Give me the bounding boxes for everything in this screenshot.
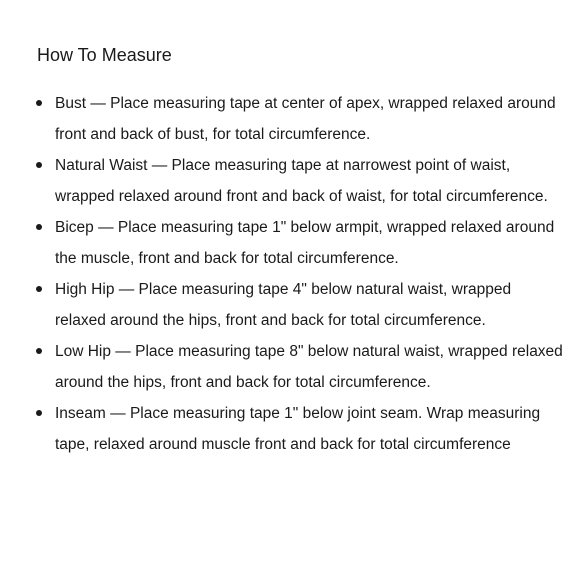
list-item-text: High Hip — Place measuring tape 4" below natural waist, wrapped relaxed around the hips, front and back for total circumference. (55, 281, 512, 329)
list-item-text: Bicep — Place measuring tape 1" below armpit, wrapped relaxed around the muscle, front and back for total circumference. (55, 219, 555, 267)
bullet-icon (36, 224, 42, 230)
list-item-bust (36, 88, 566, 150)
bullet-icon (36, 100, 42, 106)
list-item-bicep (36, 212, 566, 274)
bullet-icon (36, 162, 42, 168)
list-item-text: Bust — Place measuring tape at center of apex, wrapped relaxed around front and back of bust, for total circumference. (55, 95, 556, 143)
list-item-low-hip (36, 336, 566, 398)
list-item-inseam (36, 398, 566, 460)
list-item-text: Low Hip — Place measuring tape 8" below natural waist, wrapped relaxed around the hips, front and back for total circumference. (55, 343, 563, 391)
measurement-list (36, 88, 566, 460)
page-title: How To Measure (37, 45, 172, 65)
list-item-text: Natural Waist — Place measuring tape at narrowest point of waist, wrapped relaxed around front and back of waist, for total circumference. (55, 157, 548, 205)
list-item-text: Inseam — Place measuring tape 1" below joint seam. Wrap measuring tape, relaxed around muscle front and back for total circumference (55, 405, 541, 453)
list-item-high-hip (36, 274, 566, 336)
list-item-natural-waist (36, 150, 566, 212)
bullet-icon (36, 348, 42, 354)
bullet-icon (36, 286, 42, 292)
bullet-icon (36, 410, 42, 416)
